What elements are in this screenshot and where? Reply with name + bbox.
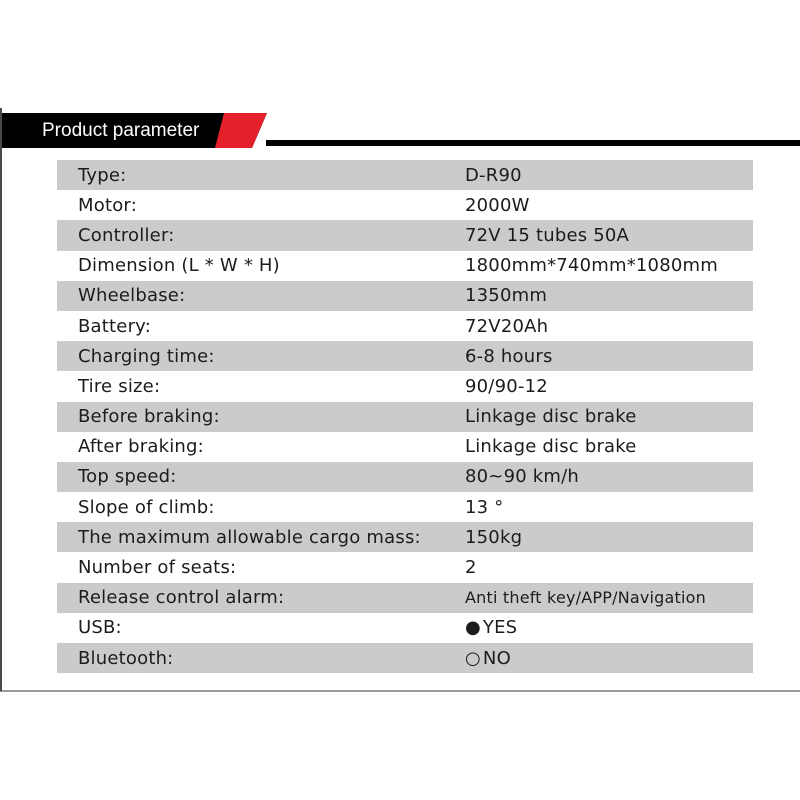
- parameter-label: Dimension (L * W * H): [78, 255, 280, 277]
- parameter-value: 72V20Ah: [465, 315, 549, 337]
- table-row: [57, 220, 753, 250]
- parameter-value: Linkage disc brake: [465, 436, 637, 458]
- table-row: [57, 583, 753, 613]
- table-row: [57, 341, 753, 371]
- parameter-label: Slope of climb:: [78, 496, 215, 518]
- parameter-label: Bluetooth:: [78, 647, 174, 669]
- parameter-label: Type:: [78, 164, 127, 186]
- table-row: [57, 643, 753, 673]
- header-rule: [266, 140, 800, 146]
- parameter-value: 1800mm*740mm*1080mm: [465, 255, 718, 277]
- parameter-value-text: NO: [482, 647, 511, 669]
- table-row: [57, 251, 753, 281]
- parameter-value: [465, 648, 511, 669]
- parameter-label: USB:: [78, 617, 122, 639]
- table-row: [57, 462, 753, 492]
- parameter-value: 1350mm: [465, 285, 548, 307]
- red-accent-stripe: [215, 113, 267, 148]
- parameter-value: 90/90-12: [465, 375, 548, 397]
- table-row: [57, 522, 753, 552]
- parameter-value: Anti theft key/APP/Navigation: [465, 588, 706, 608]
- parameter-label: Controller:: [78, 224, 175, 246]
- table-row: [57, 311, 753, 341]
- spec-table: [57, 160, 753, 673]
- parameter-label: Top speed:: [78, 466, 177, 488]
- parameter-label: Charging time:: [78, 345, 215, 367]
- parameter-label: Before braking:: [78, 406, 220, 428]
- page-title: Product parameter: [42, 120, 200, 141]
- parameter-value: 72V 15 tubes 50A: [465, 224, 630, 246]
- parameter-label: Tire size:: [78, 375, 161, 397]
- parameter-value: Linkage disc brake: [465, 406, 637, 428]
- parameter-value: D-R90: [465, 164, 522, 186]
- parameter-label: Wheelbase:: [78, 285, 186, 307]
- parameter-value: 150kg: [465, 526, 523, 548]
- filled-circle-icon: ●: [465, 617, 481, 639]
- table-row: [57, 281, 753, 311]
- table-row: [57, 492, 753, 522]
- header-banner: [2, 113, 267, 148]
- table-row: [57, 402, 753, 432]
- parameter-label: Motor:: [78, 194, 137, 216]
- empty-circle-icon: ○: [465, 647, 481, 669]
- parameter-value: 2: [465, 557, 477, 579]
- parameter-value-text: YES: [482, 617, 518, 639]
- parameter-value: [465, 617, 517, 638]
- parameter-label: Release control alarm:: [78, 587, 285, 609]
- table-row: [57, 160, 753, 190]
- table-row: [57, 371, 753, 401]
- parameter-label: Number of seats:: [78, 557, 237, 579]
- table-row: [57, 190, 753, 220]
- parameter-value: 2000W: [465, 194, 530, 216]
- parameter-label: The maximum allowable cargo mass:: [78, 526, 421, 548]
- parameter-label: Battery:: [78, 315, 151, 337]
- parameter-value: 13 °: [465, 496, 504, 518]
- table-row: [57, 432, 753, 462]
- parameter-value: 80~90 km/h: [465, 466, 580, 488]
- table-row: [57, 613, 753, 643]
- table-row: [57, 552, 753, 582]
- parameter-label: After braking:: [78, 436, 204, 458]
- parameter-value: 6-8 hours: [465, 345, 553, 367]
